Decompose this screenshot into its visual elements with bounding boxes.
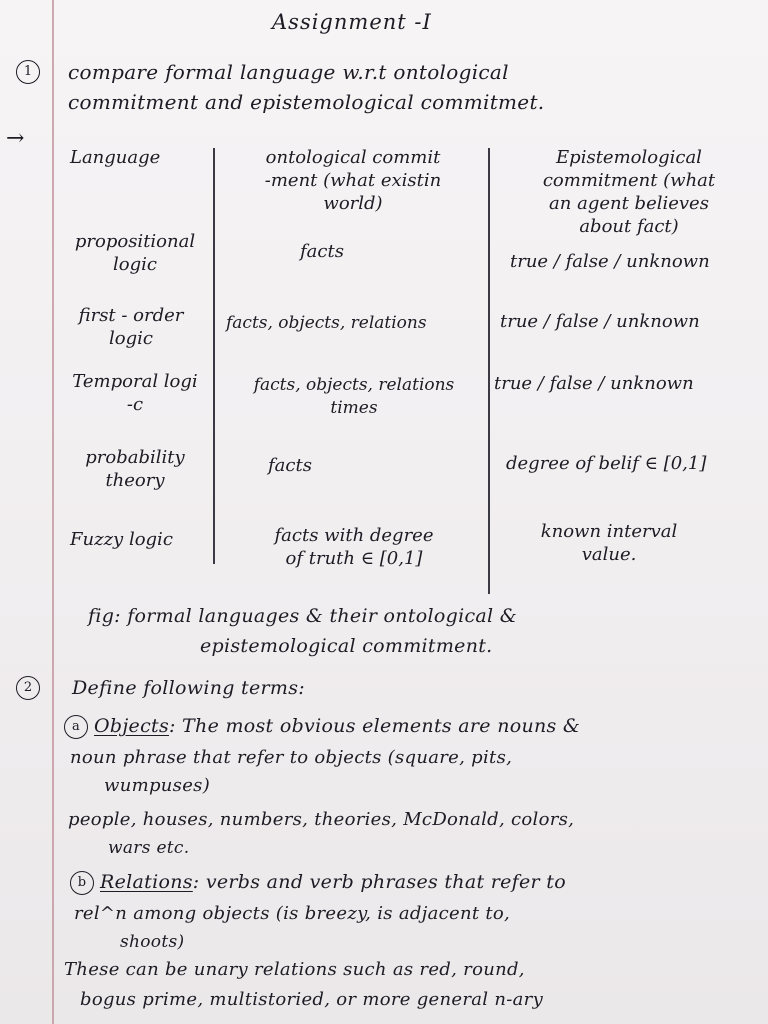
arrow-icon: → (6, 126, 25, 151)
q2a-line-2: noun phrase that refer to objects (square, pits, (70, 747, 513, 768)
q2b-line-4: These can be unary relations such as red, round, (64, 959, 525, 980)
q2b-label: b (70, 871, 94, 895)
table-row-fuzzy-ontological: facts with degree of truth ∈ [0,1] (274, 525, 434, 569)
table-row-probability-epistemological: degree of belif ∈ [0,1] (506, 453, 707, 474)
q2b-line-1: b Relations: verbs and verb phrases that refer to (70, 870, 566, 895)
q2b-line-3: shoots) (120, 932, 185, 952)
q2a-line-5: wars etc. (108, 838, 190, 858)
table-column-divider-2 (488, 148, 490, 594)
table-row-propositional-ontological: facts (300, 241, 344, 262)
q1-line-2: commitment and epistemological commitmet. (68, 90, 545, 114)
table-row-propositional-language: propositional logic (74, 231, 196, 275)
table-row-temporal-epistemological: true / false / unknown (494, 373, 694, 394)
q2b-line-2: rel^n among objects (is breezy, is adjacent to, (74, 903, 511, 924)
question-number-1: 1 (16, 60, 40, 84)
q2a-line-3: wumpuses) (104, 775, 211, 796)
table-row-temporal-language: Temporal logi -c (72, 371, 198, 415)
page-title: Assignment -I (272, 10, 432, 34)
q2a-line-4: people, houses, numbers, theories, McDonald, colors, (68, 809, 575, 830)
header-ontological: ontological commit -ment (what existin world) (264, 147, 442, 214)
header-language: Language (70, 147, 161, 168)
table-row-fuzzy-epistemological: known interval value. (540, 521, 678, 565)
q2-heading: Define following terms: (72, 677, 305, 699)
header-epistemological: Epistemological commitment (what an agent believes about fact) (542, 147, 716, 237)
table-column-divider-1 (213, 148, 215, 564)
q2a-line-1: a Objects: The most obvious elements are nouns & (64, 714, 580, 739)
table-row-propositional-epistemological: true / false / unknown (510, 251, 710, 272)
table-row-temporal-ontological: facts, objects, relations times (253, 375, 455, 418)
table-row-first-order-epistemological: true / false / unknown (500, 311, 700, 332)
table-row-probability-ontological: facts (268, 455, 312, 476)
figure-caption-line-1: fig: formal languages & their ontological & (88, 605, 517, 627)
table-row-first-order-ontological: facts, objects, relations (226, 313, 427, 333)
table-row-first-order-language: first - order logic (78, 305, 184, 349)
figure-caption-line-2: epistemological commitment. (200, 635, 493, 657)
q2b-term: Relations (100, 871, 193, 893)
q2a-label: a (64, 715, 88, 739)
q1-line-1: compare formal language w.r.t ontological (68, 60, 509, 84)
table-row-fuzzy-language: Fuzzy logic (70, 529, 173, 550)
q2a-term: Objects (94, 715, 170, 737)
question-number-2: 2 (16, 676, 40, 700)
q2b-line-5: bogus prime, multistoried, or more general n-ary (80, 989, 544, 1010)
table-row-probability-language: probability theory (85, 447, 185, 491)
margin-line (52, 0, 54, 1024)
